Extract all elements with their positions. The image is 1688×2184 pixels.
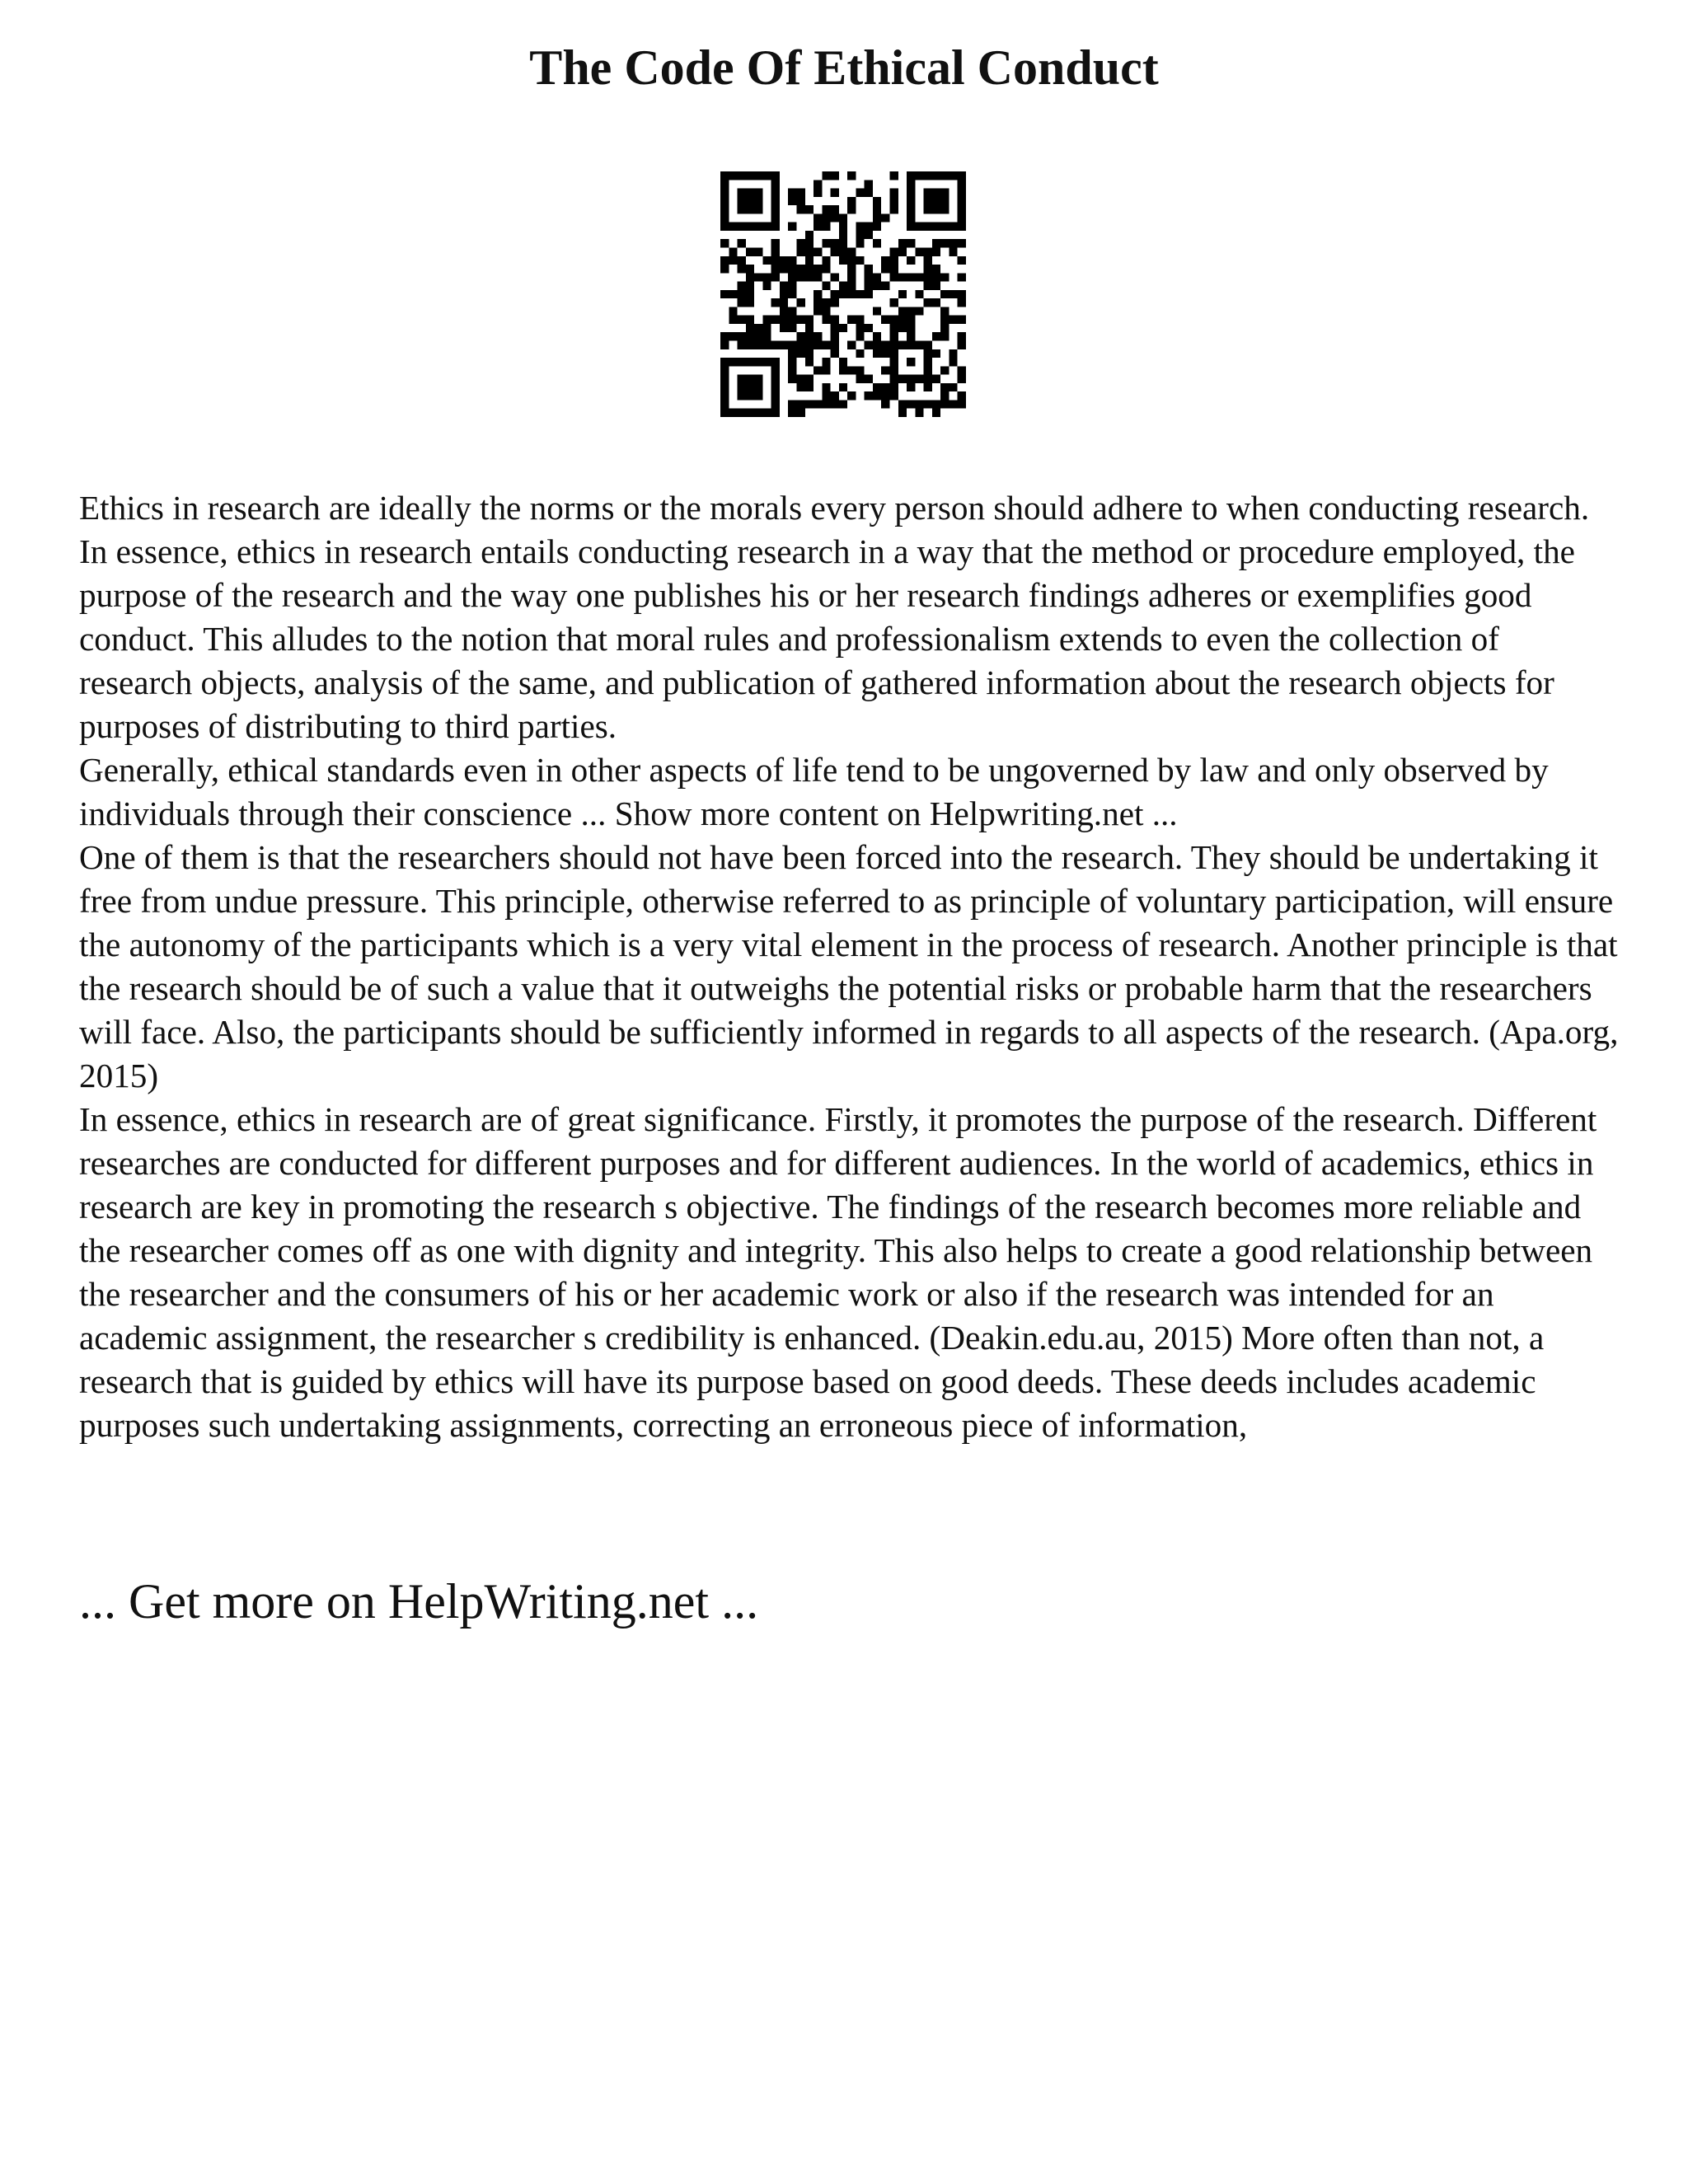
qr-code-icon — [720, 171, 966, 417]
paragraph-significance: In essence, ethics in research are of great significance. Firstly, it promotes the purpose of the research. Different researches are conducted for different purposes and for different audiences. In the world of academics, ethics in research are key in promoting the research s objective. The findings of the research becomes more reliable and the researcher comes off as one with dignity and integrity. This also helps to create a good relationship between the researcher and the consumers of his or her academic work or also if the research was intended for an academic assignment, the researcher s credibility is enhanced. (Deakin.edu.au, 2015) More often than not, a research that is guided by ethics will have its purpose based on good deeds. These deeds includes academic purposes such undertaking assignments, correcting an erroneous piece of information, — [79, 1100, 1597, 1444]
page-title: The Code Of Ethical Conduct — [529, 40, 1159, 95]
get-more-link[interactable]: ... Get more on HelpWriting.net ... — [79, 1574, 759, 1629]
paragraph-standards: Generally, ethical standards even in other aspects of life tend to be ungoverned by law and only observed by individuals through their conscience ... Show more content on Helpwriting.net ... — [79, 751, 1549, 832]
body-text — [79, 486, 1620, 1447]
paragraph-principles: One of them is that the researchers should not have been forced into the research. They should be undertaking it free from undue pressure. This principle, otherwise referred to as principle of voluntary participation, will ensure the autonomy of the participants which is a very vital element in the process of research. Another principle is that the research should be of such a value that it outweighs the potential risks or probable harm that the researchers will face. Also, the participants should be sufficiently informed in regards to all aspects of the research. (Apa.org, 2015) — [79, 838, 1619, 1094]
paragraph-intro: Ethics in research are ideally the norms or the morals every person should adhere to when conducting research. In essence, ethics in research entails conducting research in a way that the method or procedure employed, the purpose of the research and the way one publishes his or her research findings adheres or exemplifies good conduct. This alludes to the notion that moral rules and professionalism extends to even the collection of research objects, analysis of the same, and publication of gathered information about the research objects for purposes of distributing to third parties. — [79, 489, 1590, 745]
